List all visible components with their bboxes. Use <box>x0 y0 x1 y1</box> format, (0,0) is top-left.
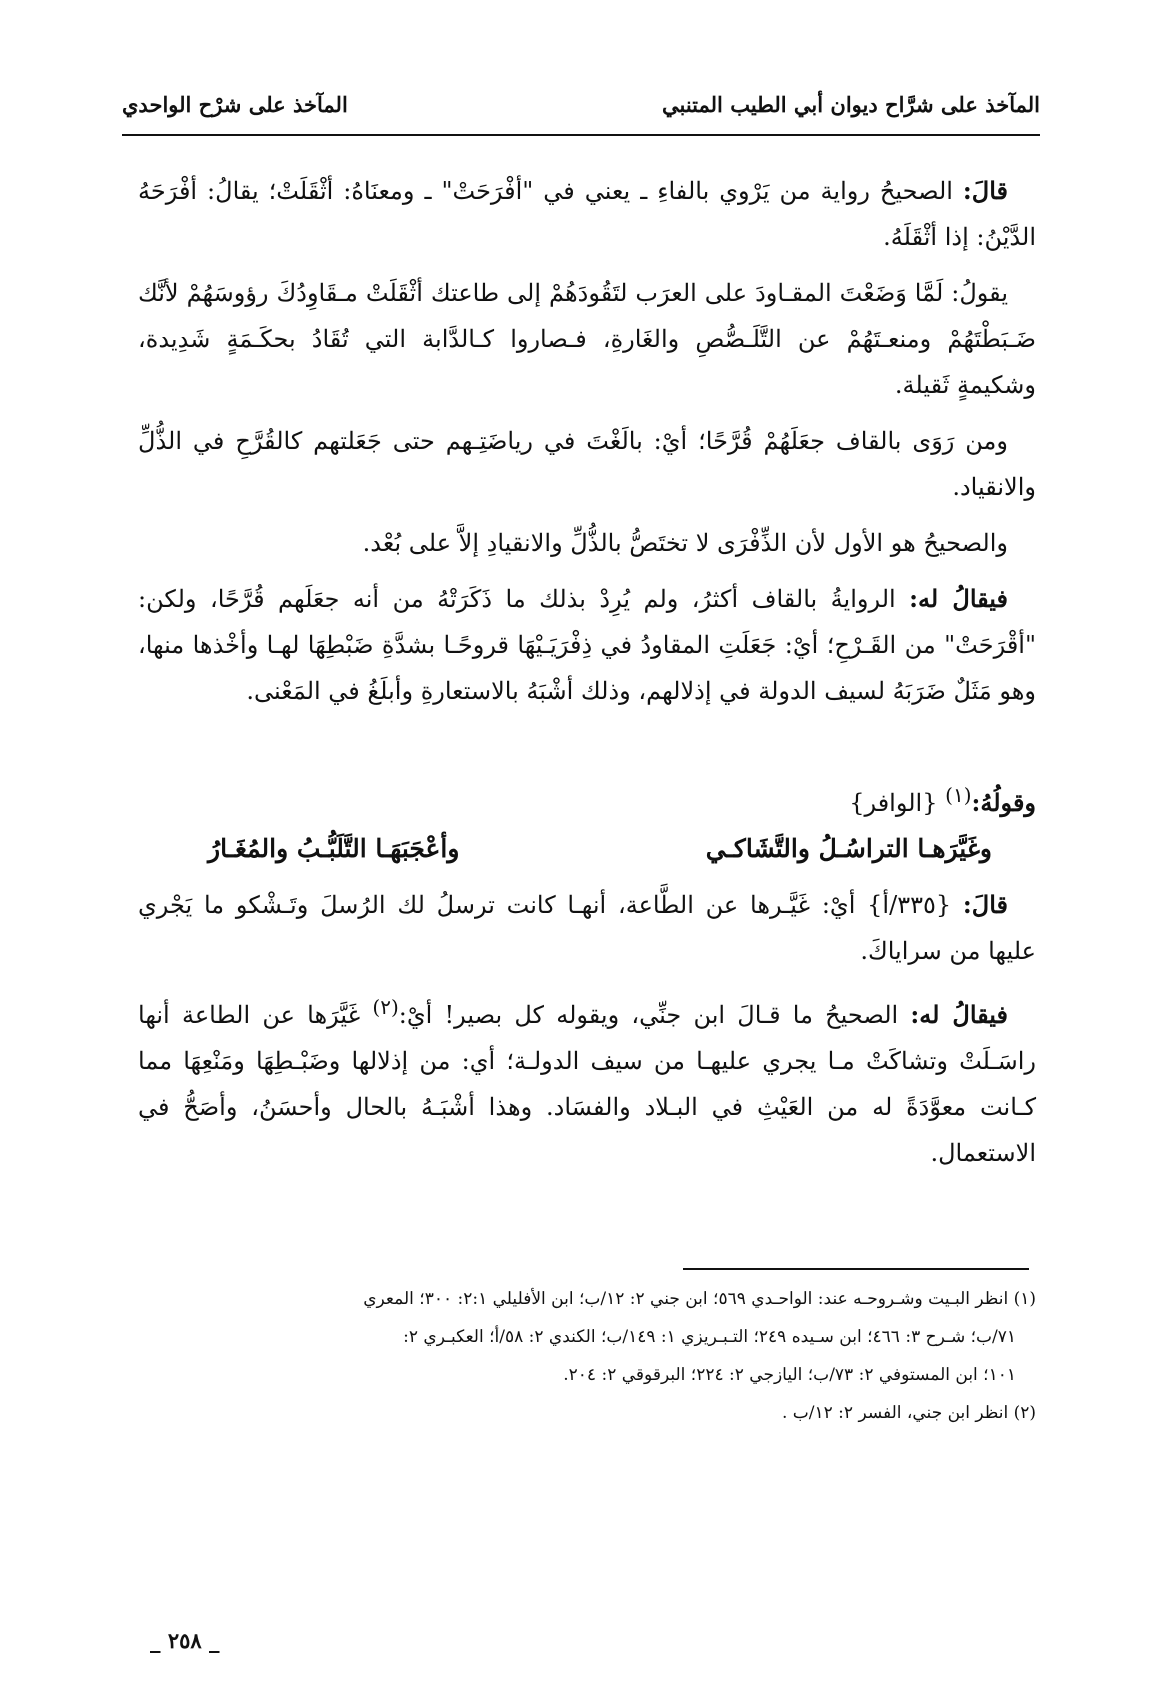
paragraph-5 <box>138 576 1036 714</box>
paragraph-6 <box>138 882 1036 974</box>
header-section-title: المآخذ على شرْح الواحدي <box>122 92 348 117</box>
poetry-verse <box>138 826 1036 872</box>
paragraph-6-text: {٣٣٥/أ} أيْ: غَيَّـرها عن الطَّاعة، أنهـا كانت ترسلُ لك الرُسلَ وتَـشْكو ما يَجْري عليها من سراياكَ. <box>138 891 1036 965</box>
paragraph-4 <box>138 520 1036 566</box>
paragraph-5-lead: فيقالُ له: <box>909 584 1009 613</box>
paragraph-3-text: ومن رَوَى بالقاف جعَلَهُمْ قُرَّحًا؛ أيْ: بالَغْتَ في رياضَتِـهم حتى جَعَلتهم كالقُرَّحِ في الذُّلِّ والانقياد. <box>138 427 1036 501</box>
footnote-1-line-3: ١٠١؛ ابن المستوفي ٢: ٧٣/ب؛ اليازجي ٢: ٢٢٤؛ البرقوقي ٢: ٢٠٤. <box>563 1365 1016 1385</box>
verse-meter: {الوافر} <box>849 789 946 817</box>
paragraph-1 <box>138 168 1036 260</box>
footnote-1-line-1: (١) انظر البـيت وشـروحـه عند: الواحـدي ٥٦٩؛ ابن جني ٢: ١٢/ب؛ ابن الأفليلي ٢:١: ٣٠٠؛ المعري <box>363 1289 1036 1309</box>
footnote-separator <box>683 1268 1029 1270</box>
running-header <box>122 84 1040 136</box>
verse-first-hemistich: وغَيَّرَهـا التراسُـلُ والتَّشَاكـي <box>705 834 992 863</box>
paragraph-7 <box>138 984 1036 1176</box>
header-book-title: المآخذ على شرَّاح ديوان أبي الطيب المتنبي <box>662 92 1040 117</box>
footnote-ref-2: (٢) <box>372 995 399 1019</box>
paragraph-7-lead: فيقالُ له: <box>910 1000 1009 1029</box>
paragraph-1-text: الصحيحُ رواية من يَرْوي بالفاءِ ـ يعني في "أفْرَحَتْ" ـ ومعنَاهُ: أثْقَلَتْ؛ يقالُ: أفْرَحَهُ الدَّيْنُ: إذا أثْقَلَهُ. <box>138 177 1036 251</box>
verse-second-hemistich: وأعْجَبَهَـا التَّلَبُّـبُ والمُغَـارُ <box>208 834 460 863</box>
footnote-ref-1: (١) <box>945 783 972 807</box>
verse-intro <box>138 772 1036 826</box>
spacer <box>138 724 1036 772</box>
paragraph-5-text: الروايةُ بالقاف أكثرُ، ولم يُرِدْ بذلك ما ذَكَرَتْهُ من أنه جعَلَهم قُرَّحًا، ولكن: "أقْرَحَتْ" من القَـرْحِ؛ أيْ: جَعَلَتِ المقاودُ في ذِفْرَيَـيْهَا قروحًـا بشدَّةِ ضَبْطِهَا لهـا وأخْذها منها، وهو مَثَلٌ ضَرَبَهُ لسيف الدولة في إذلالهم، وذلك أشْبَهُ بالاستعارةِ وأبلَغُ في المَعْنى. <box>138 585 1036 705</box>
paragraph-2 <box>138 270 1036 408</box>
paragraph-3 <box>138 418 1036 510</box>
paragraph-1-lead: قالَ: <box>962 176 1008 205</box>
footnotes <box>138 1280 1036 1432</box>
footnote-1-line-2: ٧١/ب؛ شـرح ٣: ٤٦٦؛ ابن سـيده ٢٤٩؛ التـبـريزي ١: ١٤٩/ب؛ الكندي ٢: ٥٨/أ؛ العكبـري ٢: <box>403 1327 1016 1347</box>
paragraph-7-text-a: الصحيحُ ما قـالَ ابن جنِّي، ويقوله كل بصير! أيْ: <box>398 1001 911 1029</box>
footnote-2: (٢) انظر ابن جني، الفسر ٢: ١٢/ب . <box>781 1403 1036 1423</box>
paragraph-2-text: يقولُ: لَمَّا وَضَعْتَ المقـاودَ على العرَب لتَقُودَهُمْ إلى طاعتك أثْقَلَتْ مـقَاوِدُكَ رؤوسَهُمْ لأنَّك ضَـبَطْتَهُمْ ومنعـتَهُمْ عن التَّلَـصُّصِ والغَارةِ، فـصاروا كـالدَّابة التي تُقَادُ بحكَـمَةٍ شَدِيدة، وشكيمةٍ ثَقيلة. <box>138 279 1036 399</box>
page-number: _ ٢٥٨ _ <box>150 1628 220 1653</box>
paragraph-7-text-b: غَيَّرَها عن الطاعة أنها راسَـلَتْ وتشاكَتْ مـا يجري عليهـا من سيف الدولـة؛ أي: من إذلالها وضَبْـطِهَا ومَنْعِهَا مما كـانت معوَّدَةً له من العَيْثِ في البـلاد والفسَاد. وهذا أشْبَـهُ بالحال وأحسَنُ، وأصَحُّ في الاستعمال. <box>138 1001 1037 1167</box>
paragraph-4-text: والصحيحُ هو الأول لأن الذِّفْرَى لا تختَصُّ بالذُّلِّ والانقيادِ إلاَّ على بُعْد. <box>362 529 1008 557</box>
verse-intro-lead: وقولُهُ: <box>971 788 1036 817</box>
paragraph-6-lead: قالَ: <box>962 890 1009 919</box>
main-text <box>138 168 1036 1186</box>
